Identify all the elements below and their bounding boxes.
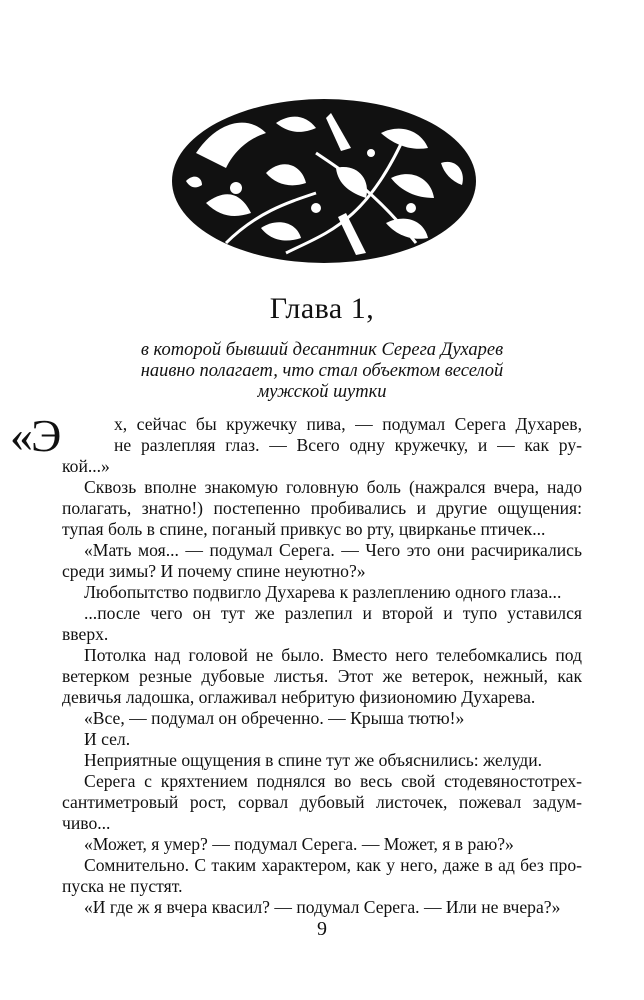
page-number: 9 — [317, 918, 327, 940]
text-line: «Может, я умер? — подумал Серега. — Может, я в раю?» — [84, 834, 514, 854]
text-line: «И где ж я вчера квасил? — подумал Серега. — Или не вчера?» — [84, 897, 561, 917]
text-line: чиво... — [62, 813, 111, 833]
text-line: кой...» — [62, 456, 110, 476]
text-line: пуска не пустят. — [62, 876, 183, 896]
text-line: ...после чего он тут же разлепил и второй и тупо уставился — [84, 603, 582, 623]
text-line: девичья ладошка, оглаживал небритую физиономию Духарева. — [62, 687, 536, 707]
text-line: тупая боль в спине, поганый привкус во рту, цвирканье птичек... — [62, 519, 546, 539]
text-line: ветерком резные дубовые листья. Этот же ветерок, нежный, как — [62, 666, 582, 686]
subtitle-line: наивно полагает, что стал объектом веселой — [140, 361, 504, 381]
text-line: Серега с кряхтением поднялся во весь свой стодевяностотрех- — [84, 771, 582, 791]
celtic-knot-ornament-icon — [166, 93, 482, 270]
text-line: Неприятные ощущения в спине тут же объяснились: желуди. — [84, 750, 543, 770]
text-line: «Мать моя... — подумал Серега. — Чего это они расчирикались — [84, 540, 582, 560]
text-line: Любопытство подвигло Духарева к разлеплению одного глаза... — [84, 582, 562, 602]
body-text — [10, 410, 582, 918]
text-line: Сомнительно. С таким характером, как у него, даже в ад без про- — [84, 855, 582, 875]
text-line: сантиметровый рост, сорвал дубовый листочек, пожевал задум- — [62, 792, 582, 812]
text-line-content: х, сейчас бы кружечку пива, — подумал Серега Духарев, — [114, 414, 582, 434]
text-line: Потолка над головой не было. Вместо него телебомкались под — [84, 645, 582, 665]
chapter-title: Глава 1, — [269, 292, 375, 325]
subtitle-line: мужской шутки — [257, 382, 387, 402]
text-line: не разлепляя глаз. — Всего одну кружечку, и — как ру- — [114, 435, 582, 455]
chapter-subtitle — [0, 340, 644, 403]
text-line: полагать, знатно!) постепенно пробивались и другие ощущения: — [62, 498, 582, 518]
drop-cap: «Э — [10, 410, 60, 461]
text-line: Сквозь вполне знакомую головную боль (нажрался вчера, надо — [84, 477, 582, 497]
text-line: «Все, — подумал он обреченно. — Крыша тютю!» — [84, 708, 465, 728]
text-line: И сел. — [84, 729, 131, 749]
text-line: вверх. — [62, 624, 109, 644]
text-line: среди зимы? И почему спине неуютно?» — [62, 561, 366, 581]
subtitle-line: в которой бывший десантник Серега Духарев — [140, 340, 504, 360]
